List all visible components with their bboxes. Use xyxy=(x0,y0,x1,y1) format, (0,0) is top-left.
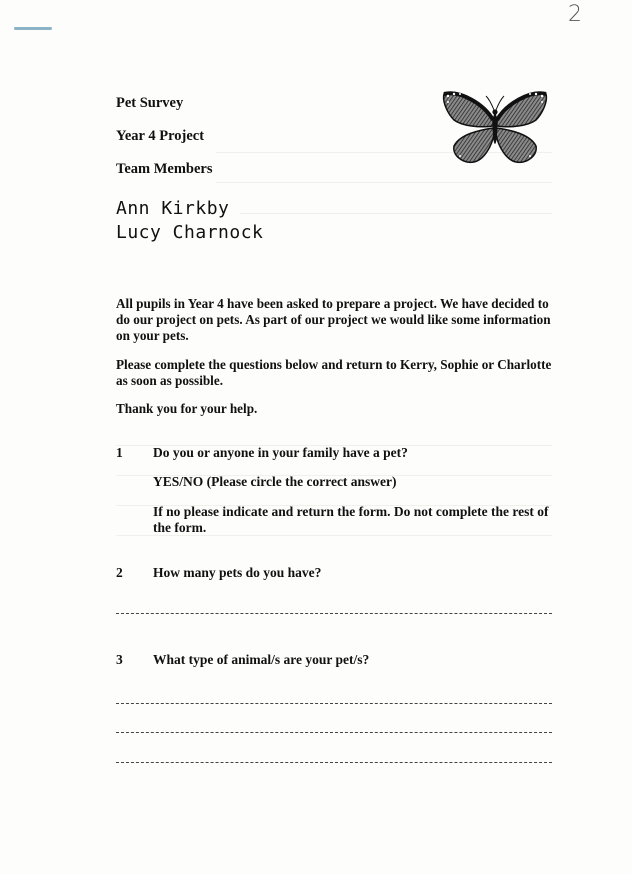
team-members-label: Team Members xyxy=(116,161,213,177)
question-number: 3 xyxy=(116,652,123,667)
project-label: Year 4 Project xyxy=(116,128,205,144)
bleed-through-line xyxy=(216,182,552,183)
yes-no-answer-option[interactable]: YES/NO (Please circle the correct answer) xyxy=(153,474,397,489)
question-number: 2 xyxy=(116,565,123,580)
butterfly-icon xyxy=(440,88,550,168)
question-text: How many pets do you have? xyxy=(153,565,322,580)
survey-title: Pet Survey xyxy=(116,95,184,111)
thank-you-text: Thank you for your help. xyxy=(116,401,258,416)
answer-line[interactable] xyxy=(116,613,552,614)
question-number: 1 xyxy=(116,445,123,460)
intro-paragraph: All pupils in Year 4 have been asked to prepare a project. We have decided to do our project on pets. As part of our project we would like some information on your pets. xyxy=(116,296,551,343)
question-text: Do you or anyone in your family have a pet? xyxy=(153,445,408,460)
page-number: 2 xyxy=(568,2,582,27)
question-instruction: If no please indicate and return the form. Do not complete the rest of the form. xyxy=(153,504,549,535)
question-text: What type of animal/s are your pet/s? xyxy=(153,652,370,667)
bleed-through-line xyxy=(240,213,552,214)
answer-line[interactable] xyxy=(116,732,552,733)
blue-pen-mark xyxy=(14,27,52,30)
instructions-paragraph: Please complete the questions below and return to Kerry, Sophie or Charlotte as soon as possible. xyxy=(116,357,552,388)
answer-line[interactable] xyxy=(116,703,552,704)
team-member-name: Ann Kirkby xyxy=(116,198,230,219)
answer-line[interactable] xyxy=(116,762,552,763)
team-member-name: Lucy Charnock xyxy=(116,222,264,243)
